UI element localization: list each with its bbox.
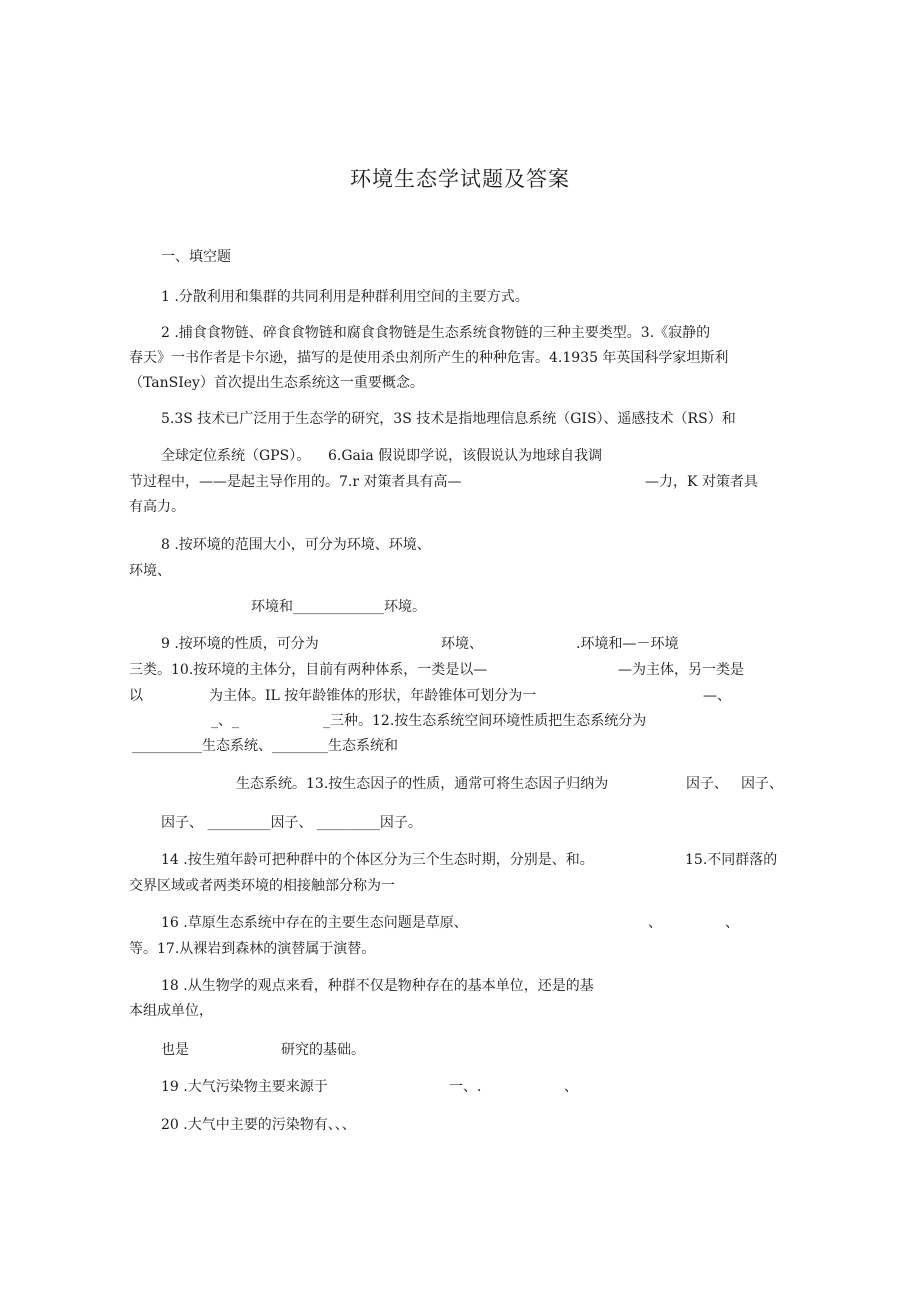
question-9-part-3: .环境和—－环境 bbox=[576, 636, 679, 652]
question-16-part-2: 、 bbox=[648, 915, 662, 931]
question-7-line-2: 有高力。 bbox=[129, 499, 185, 515]
question-17: 等。17.从裸岩到森林的演替属于演替。 bbox=[129, 941, 376, 957]
question-19-part-1: 19 .大气污染物主要来源于 bbox=[161, 1079, 328, 1095]
question-19-part-3: 、 bbox=[564, 1079, 578, 1095]
question-10-part-3: 以 bbox=[129, 688, 143, 704]
question-15-part-2: 交界区域或者两类环境的相接触部分称为一 bbox=[129, 878, 395, 894]
question-18-line-2: 本组成单位， bbox=[129, 1003, 213, 1019]
document-title: 环境生态学试题及答案 bbox=[350, 167, 570, 191]
question-10-part-1: 三类。10.按环境的主体分，目前有两种体系，一类是以— bbox=[129, 662, 488, 678]
question-6-line-1: 节过程中，——是起主导作用的。7.r 对策者具有高— bbox=[129, 474, 462, 490]
question-15-part-1: 15.不同群落的 bbox=[685, 852, 778, 868]
question-13-part-3: 因子、 bbox=[741, 776, 783, 792]
question-9-part-1: 9 .按环境的性质，可分为 bbox=[161, 636, 319, 652]
question-1: 1 .分散利用和集群的共同利用是种群利用空间的主要方式。 bbox=[161, 289, 529, 305]
section-heading: 一、填空题 bbox=[161, 249, 231, 265]
question-2-line-3: （TanSIey）首次提出生态系统这一重要概念。 bbox=[129, 375, 424, 391]
question-20: 20 .大气中主要的污染物有、、、 bbox=[161, 1117, 356, 1133]
question-19-part-2: 一、. bbox=[449, 1079, 482, 1095]
question-12-part-2: __________生态系统、________生态系统和 bbox=[132, 738, 398, 754]
question-13-part-2: 因子、 bbox=[686, 776, 728, 792]
question-13-line-2: 因子、 _________因子、 _________因子。 bbox=[161, 815, 422, 831]
question-2-line-1: 2 .捕食食物链、碎食食物链和腐食食物链是生态系统食物链的三种主要类型。3.《寂静的 bbox=[161, 325, 711, 341]
question-8-line-3: 环境和_____________环境。 bbox=[251, 599, 426, 615]
question-8-line-1: 8 .按环境的范围大小，可分为环境、环境、 bbox=[161, 537, 431, 553]
question-14: 14 .按生殖年龄可把种群中的个体区分为三个生态时期，分别是、和。 bbox=[161, 852, 594, 868]
question-11-part-2: —、 bbox=[703, 688, 731, 704]
question-18-line-1: 18 .从生物学的观点来看，种群不仅是物种存在的基本单位，还是的基 bbox=[161, 978, 594, 994]
question-5-line-1: 5.3S 技术已广泛用于生态学的研究，3S 技术是指地理信息系统（GIS）、遥感技术（RS）和 bbox=[161, 411, 736, 427]
question-16-part-1: 16 .草原生态系统中存在的主要生态问题是草原、 bbox=[161, 915, 468, 931]
question-18-line-3a: 也是 bbox=[161, 1042, 189, 1058]
question-9-part-2: 环境、 bbox=[441, 636, 483, 652]
question-7-tail: —力，K 对策者具 bbox=[645, 474, 758, 490]
question-12-part-1: _三种。12.按生态系统空间环境性质把生态系统分为 bbox=[323, 713, 647, 729]
question-11-part-3: _、_ bbox=[211, 713, 239, 729]
question-10-part-2: —为主体，另一类是 bbox=[618, 662, 744, 678]
question-11-part-1: 为主体。IL 按年龄锥体的形状，年龄锥体可划分为一 bbox=[209, 688, 537, 704]
question-16-part-3: 、 bbox=[725, 915, 739, 931]
question-8-line-2: 环境、 bbox=[129, 563, 171, 579]
question-18-line-3b: 研究的基础。 bbox=[281, 1042, 365, 1058]
question-2-line-2: 春天》一书作者是卡尔逊，描写的是使用杀虫剂所产生的种种危害。4.1935 年英国科学家坦斯利 bbox=[129, 350, 729, 366]
question-13-part-1: 生态系统。13.按生态因子的性质，通常可将生态因子归纳为 bbox=[236, 776, 609, 792]
question-5-line-2: 全球定位系统（GPS）。 6.Gaia 假说即学说，该假说认为地球自我调 bbox=[161, 448, 603, 464]
